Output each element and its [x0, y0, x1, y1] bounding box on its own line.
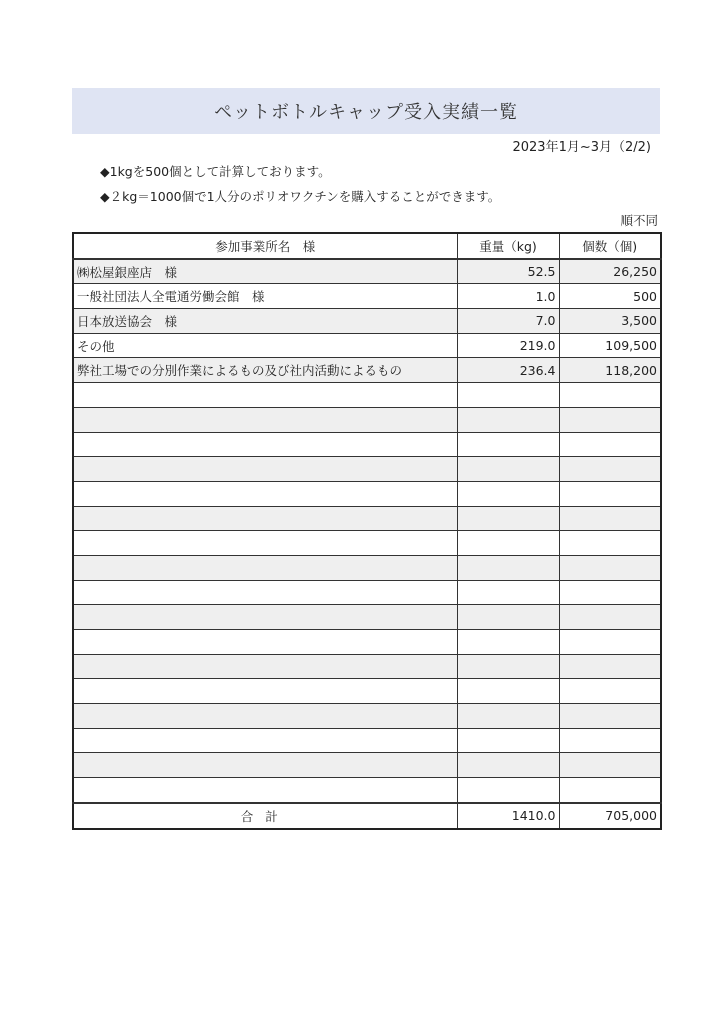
empty-table-row: [73, 605, 661, 630]
empty-cell: [559, 630, 661, 655]
empty-cell: [559, 383, 661, 408]
empty-cell: [559, 704, 661, 729]
empty-cell: [457, 778, 559, 803]
cell-weight: 219.0: [457, 333, 559, 358]
empty-cell: [559, 654, 661, 679]
total-label: 合計: [73, 803, 457, 829]
empty-table-row: [73, 531, 661, 556]
cell-weight: 7.0: [457, 309, 559, 334]
empty-cell: [457, 457, 559, 482]
empty-table-row: [73, 506, 661, 531]
empty-cell: [559, 432, 661, 457]
cell-count: 118,200: [559, 358, 661, 383]
total-row: [73, 803, 661, 829]
empty-cell: [73, 457, 457, 482]
note-conversion: ◆1kgを500個として計算しております。: [100, 164, 331, 179]
empty-cell: [559, 481, 661, 506]
empty-cell: [457, 432, 559, 457]
cell-weight: 1.0: [457, 284, 559, 309]
table-row: [73, 284, 661, 309]
empty-cell: [457, 654, 559, 679]
empty-cell: [73, 555, 457, 580]
donation-table: [72, 232, 662, 830]
empty-table-row: [73, 630, 661, 655]
total-weight: 1410.0: [457, 803, 559, 829]
empty-table-row: [73, 778, 661, 803]
empty-table-row: [73, 432, 661, 457]
cell-weight: 236.4: [457, 358, 559, 383]
table-row: [73, 333, 661, 358]
empty-cell: [457, 383, 559, 408]
empty-cell: [73, 704, 457, 729]
order-note: 順不同: [620, 213, 658, 228]
cell-organization: 一般社団法人全電通労働会館 様: [73, 284, 457, 309]
cell-organization: 日本放送協会 様: [73, 309, 457, 334]
empty-cell: [457, 555, 559, 580]
empty-cell: [457, 679, 559, 704]
empty-table-row: [73, 753, 661, 778]
header-count: 個数（個): [559, 233, 661, 259]
empty-cell: [559, 679, 661, 704]
empty-cell: [73, 654, 457, 679]
empty-cell: [73, 605, 457, 630]
empty-cell: [457, 728, 559, 753]
title-band: [72, 88, 660, 134]
empty-table-row: [73, 654, 661, 679]
empty-cell: [457, 753, 559, 778]
empty-cell: [559, 506, 661, 531]
cell-organization: その他: [73, 333, 457, 358]
empty-cell: [73, 407, 457, 432]
empty-table-row: [73, 704, 661, 729]
table-row: [73, 309, 661, 334]
empty-cell: [457, 580, 559, 605]
empty-table-row: [73, 580, 661, 605]
header-weight: 重量（kg): [457, 233, 559, 259]
empty-table-row: [73, 728, 661, 753]
table-row: [73, 358, 661, 383]
page-title: ペットボトルキャップ受入実績一覧: [214, 102, 518, 123]
cell-count: 109,500: [559, 333, 661, 358]
header-organization: 参加事業所名 様: [73, 233, 457, 259]
empty-cell: [559, 555, 661, 580]
empty-cell: [73, 728, 457, 753]
empty-cell: [73, 679, 457, 704]
empty-cell: [457, 605, 559, 630]
empty-cell: [559, 605, 661, 630]
cell-count: 3,500: [559, 309, 661, 334]
empty-cell: [73, 580, 457, 605]
empty-cell: [73, 630, 457, 655]
cell-count: 26,250: [559, 259, 661, 284]
empty-cell: [73, 481, 457, 506]
empty-cell: [559, 457, 661, 482]
empty-table-row: [73, 555, 661, 580]
empty-table-row: [73, 481, 661, 506]
empty-cell: [73, 383, 457, 408]
empty-cell: [73, 432, 457, 457]
cell-organization: ㈱松屋銀座店 様: [73, 259, 457, 284]
empty-cell: [457, 481, 559, 506]
empty-cell: [457, 704, 559, 729]
cell-count: 500: [559, 284, 661, 309]
empty-cell: [73, 506, 457, 531]
empty-cell: [559, 753, 661, 778]
empty-cell: [73, 778, 457, 803]
note-vaccine: ◆２kg＝1000個で1人分のポリオワクチンを購入することができます。: [100, 189, 501, 204]
empty-cell: [73, 753, 457, 778]
empty-cell: [559, 728, 661, 753]
empty-cell: [457, 407, 559, 432]
empty-cell: [559, 407, 661, 432]
empty-cell: [457, 531, 559, 556]
empty-cell: [73, 531, 457, 556]
empty-table-row: [73, 407, 661, 432]
table-row: [73, 259, 661, 284]
cell-weight: 52.5: [457, 259, 559, 284]
date-range: 2023年1月~3月（2/2): [512, 140, 651, 155]
empty-cell: [559, 580, 661, 605]
empty-cell: [457, 630, 559, 655]
empty-table-row: [73, 679, 661, 704]
empty-table-row: [73, 457, 661, 482]
empty-cell: [457, 506, 559, 531]
empty-cell: [559, 778, 661, 803]
empty-table-row: [73, 383, 661, 408]
cell-organization: 弊社工場での分別作業によるもの及び社内活動によるもの: [73, 358, 457, 383]
total-count: 705,000: [559, 803, 661, 829]
empty-cell: [559, 531, 661, 556]
table-header-row: [73, 233, 661, 259]
